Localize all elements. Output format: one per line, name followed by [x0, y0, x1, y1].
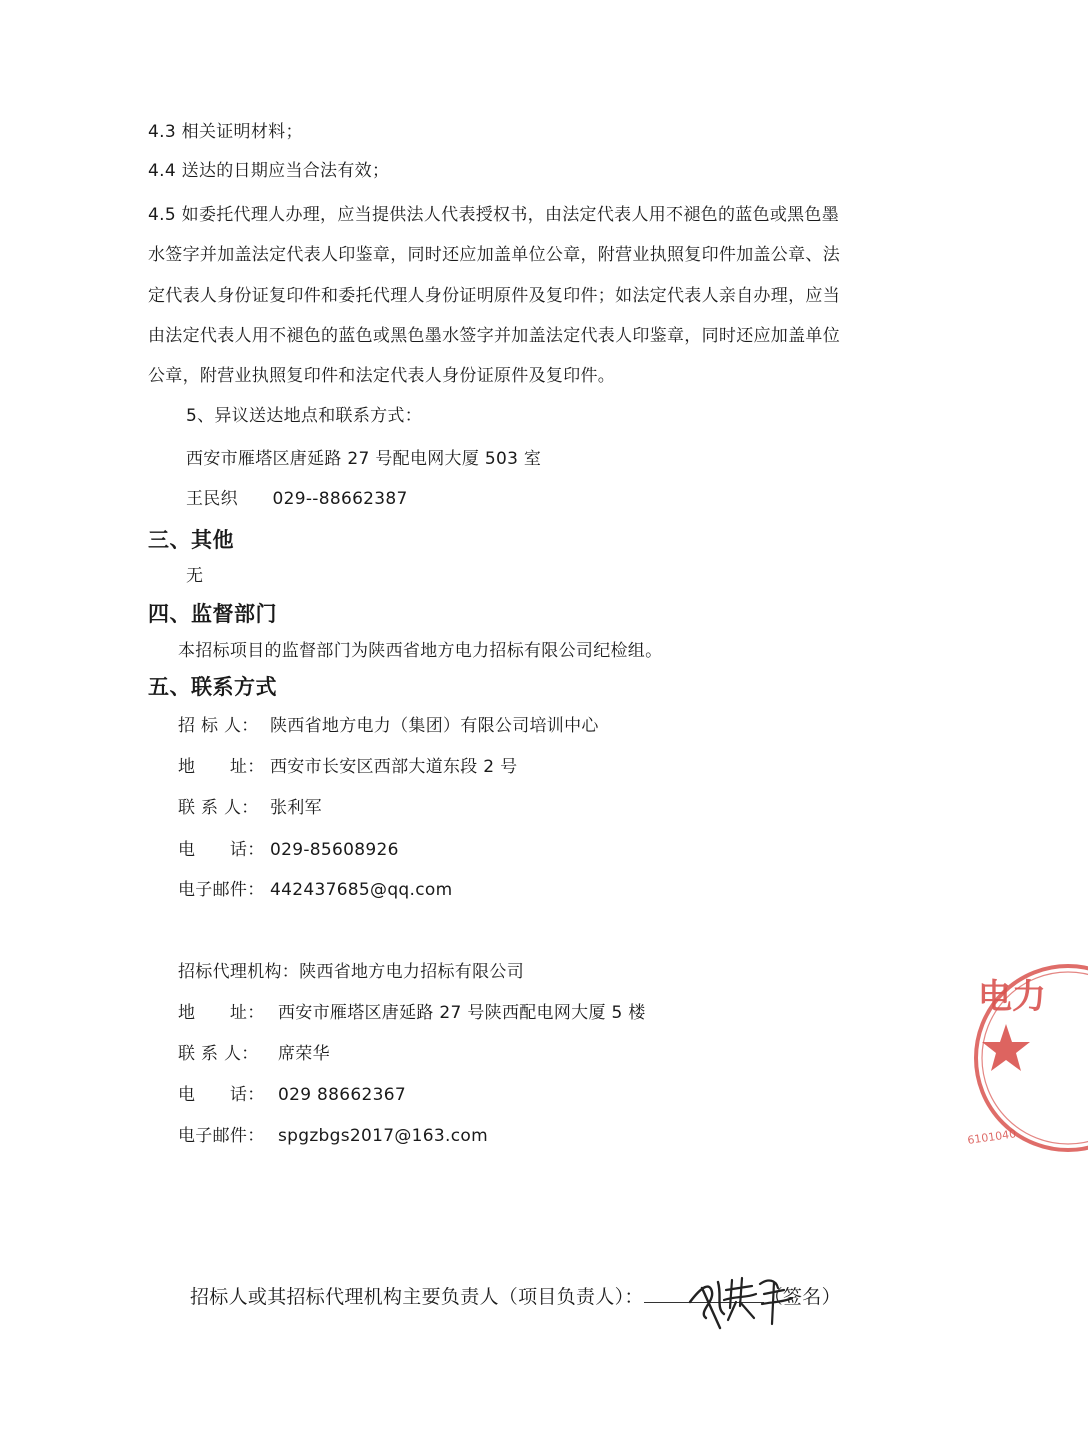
agency-person: 席荣华: [278, 1044, 330, 1064]
tenderer-person-row: [178, 796, 322, 820]
other-content: 无: [186, 566, 204, 586]
supervision-content: 本招标项目的监督部门为陕西省地方电力招标有限公司纪检组。: [178, 641, 663, 661]
tenderer-name: 陕西省地方电力（集团）有限公司培训中心: [270, 716, 599, 736]
other-heading: 三、其他: [148, 528, 234, 552]
agency-person-label: 联 系 人：: [178, 1044, 259, 1064]
objection-title: 5、异议送达地点和联系方式：: [186, 406, 423, 426]
item-4-5-line-4: 由法定代表人用不褪色的蓝色或黑色墨水签字并加盖法定代表人印鉴章，同时还应加盖单位: [148, 326, 840, 346]
agency-address-row: [178, 1001, 646, 1025]
seal-text: 电力: [978, 977, 1046, 1017]
agency-address-label: 地 址：: [178, 1003, 265, 1023]
supervision-heading: 四、监督部门: [148, 602, 277, 626]
tenderer-address-row: [178, 755, 517, 779]
item-4-3: 4.3 相关证明材料；: [148, 122, 303, 142]
item-4-5-line-1: 4.5 如委托代理人办理，应当提供法人代表授权书，由法定代表人用不褪色的蓝色或黑色墨: [148, 205, 840, 225]
agency-name-label: 招标代理机构：: [178, 962, 300, 982]
tenderer-person-label: 联 系 人：: [178, 798, 259, 818]
signature-label: 招标人或其招标代理机构主要负责人（项目负责人）：: [190, 1286, 644, 1308]
agency-email-label: 电子邮件：: [178, 1126, 265, 1146]
item-4-5-line-2: 水签字并加盖法定代表人印鉴章，同时还应加盖单位公章，附营业执照复印件加盖公章、法: [148, 245, 840, 265]
agency-name: 陕西省地方电力招标有限公司: [299, 962, 525, 982]
contact-heading: 五、联系方式: [148, 675, 277, 699]
signature-suffix: （签名）: [763, 1286, 841, 1308]
tenderer-phone-label: 电 话：: [178, 840, 265, 860]
company-seal: [958, 958, 1088, 1158]
tenderer-email: 442437685@qq.com: [270, 880, 453, 900]
objection-contact: 王民织 029--88662387: [186, 489, 408, 509]
tenderer-phone: 029-85608926: [270, 840, 399, 860]
agency-phone-label: 电 话：: [178, 1085, 265, 1105]
tenderer-address-label: 地 址：: [178, 757, 265, 777]
tenderer-address: 西安市长安区西部大道东段 2 号: [270, 757, 518, 777]
tenderer-person: 张利军: [270, 798, 322, 818]
item-4-5-line-3: 定代表人身份证复印件和委托代理人身份证明原件及复印件；如法定代表人亲自办理，应当: [148, 286, 840, 306]
objection-address: 西安市雁塔区唐延路 27 号配电网大厦 503 室: [186, 449, 542, 469]
item-4-4: 4.4 送达的日期应当合法有效；: [148, 161, 390, 181]
tenderer-email-row: [178, 878, 452, 902]
tenderer-phone-row: [178, 838, 399, 862]
agency-phone-row: [178, 1083, 406, 1107]
handwritten-signature: [680, 1268, 800, 1336]
tenderer-name-row: [178, 714, 599, 738]
seal-number: 6101040: [966, 1127, 1017, 1147]
tenderer-email-label: 电子邮件：: [178, 880, 265, 900]
agency-phone: 029 88662367: [278, 1085, 406, 1105]
tenderer-name-label: 招 标 人：: [178, 716, 259, 736]
agency-email: spgzbgs2017@163.com: [278, 1126, 488, 1146]
agency-name-row: [178, 960, 524, 984]
agency-email-row: [178, 1124, 488, 1148]
agency-person-row: [178, 1042, 330, 1066]
item-4-5-line-5: 公章，附营业执照复印件和法定代表人身份证原件及复印件。: [148, 366, 616, 386]
agency-address: 西安市雁塔区唐延路 27 号陕西配电网大厦 5 楼: [278, 1003, 646, 1023]
